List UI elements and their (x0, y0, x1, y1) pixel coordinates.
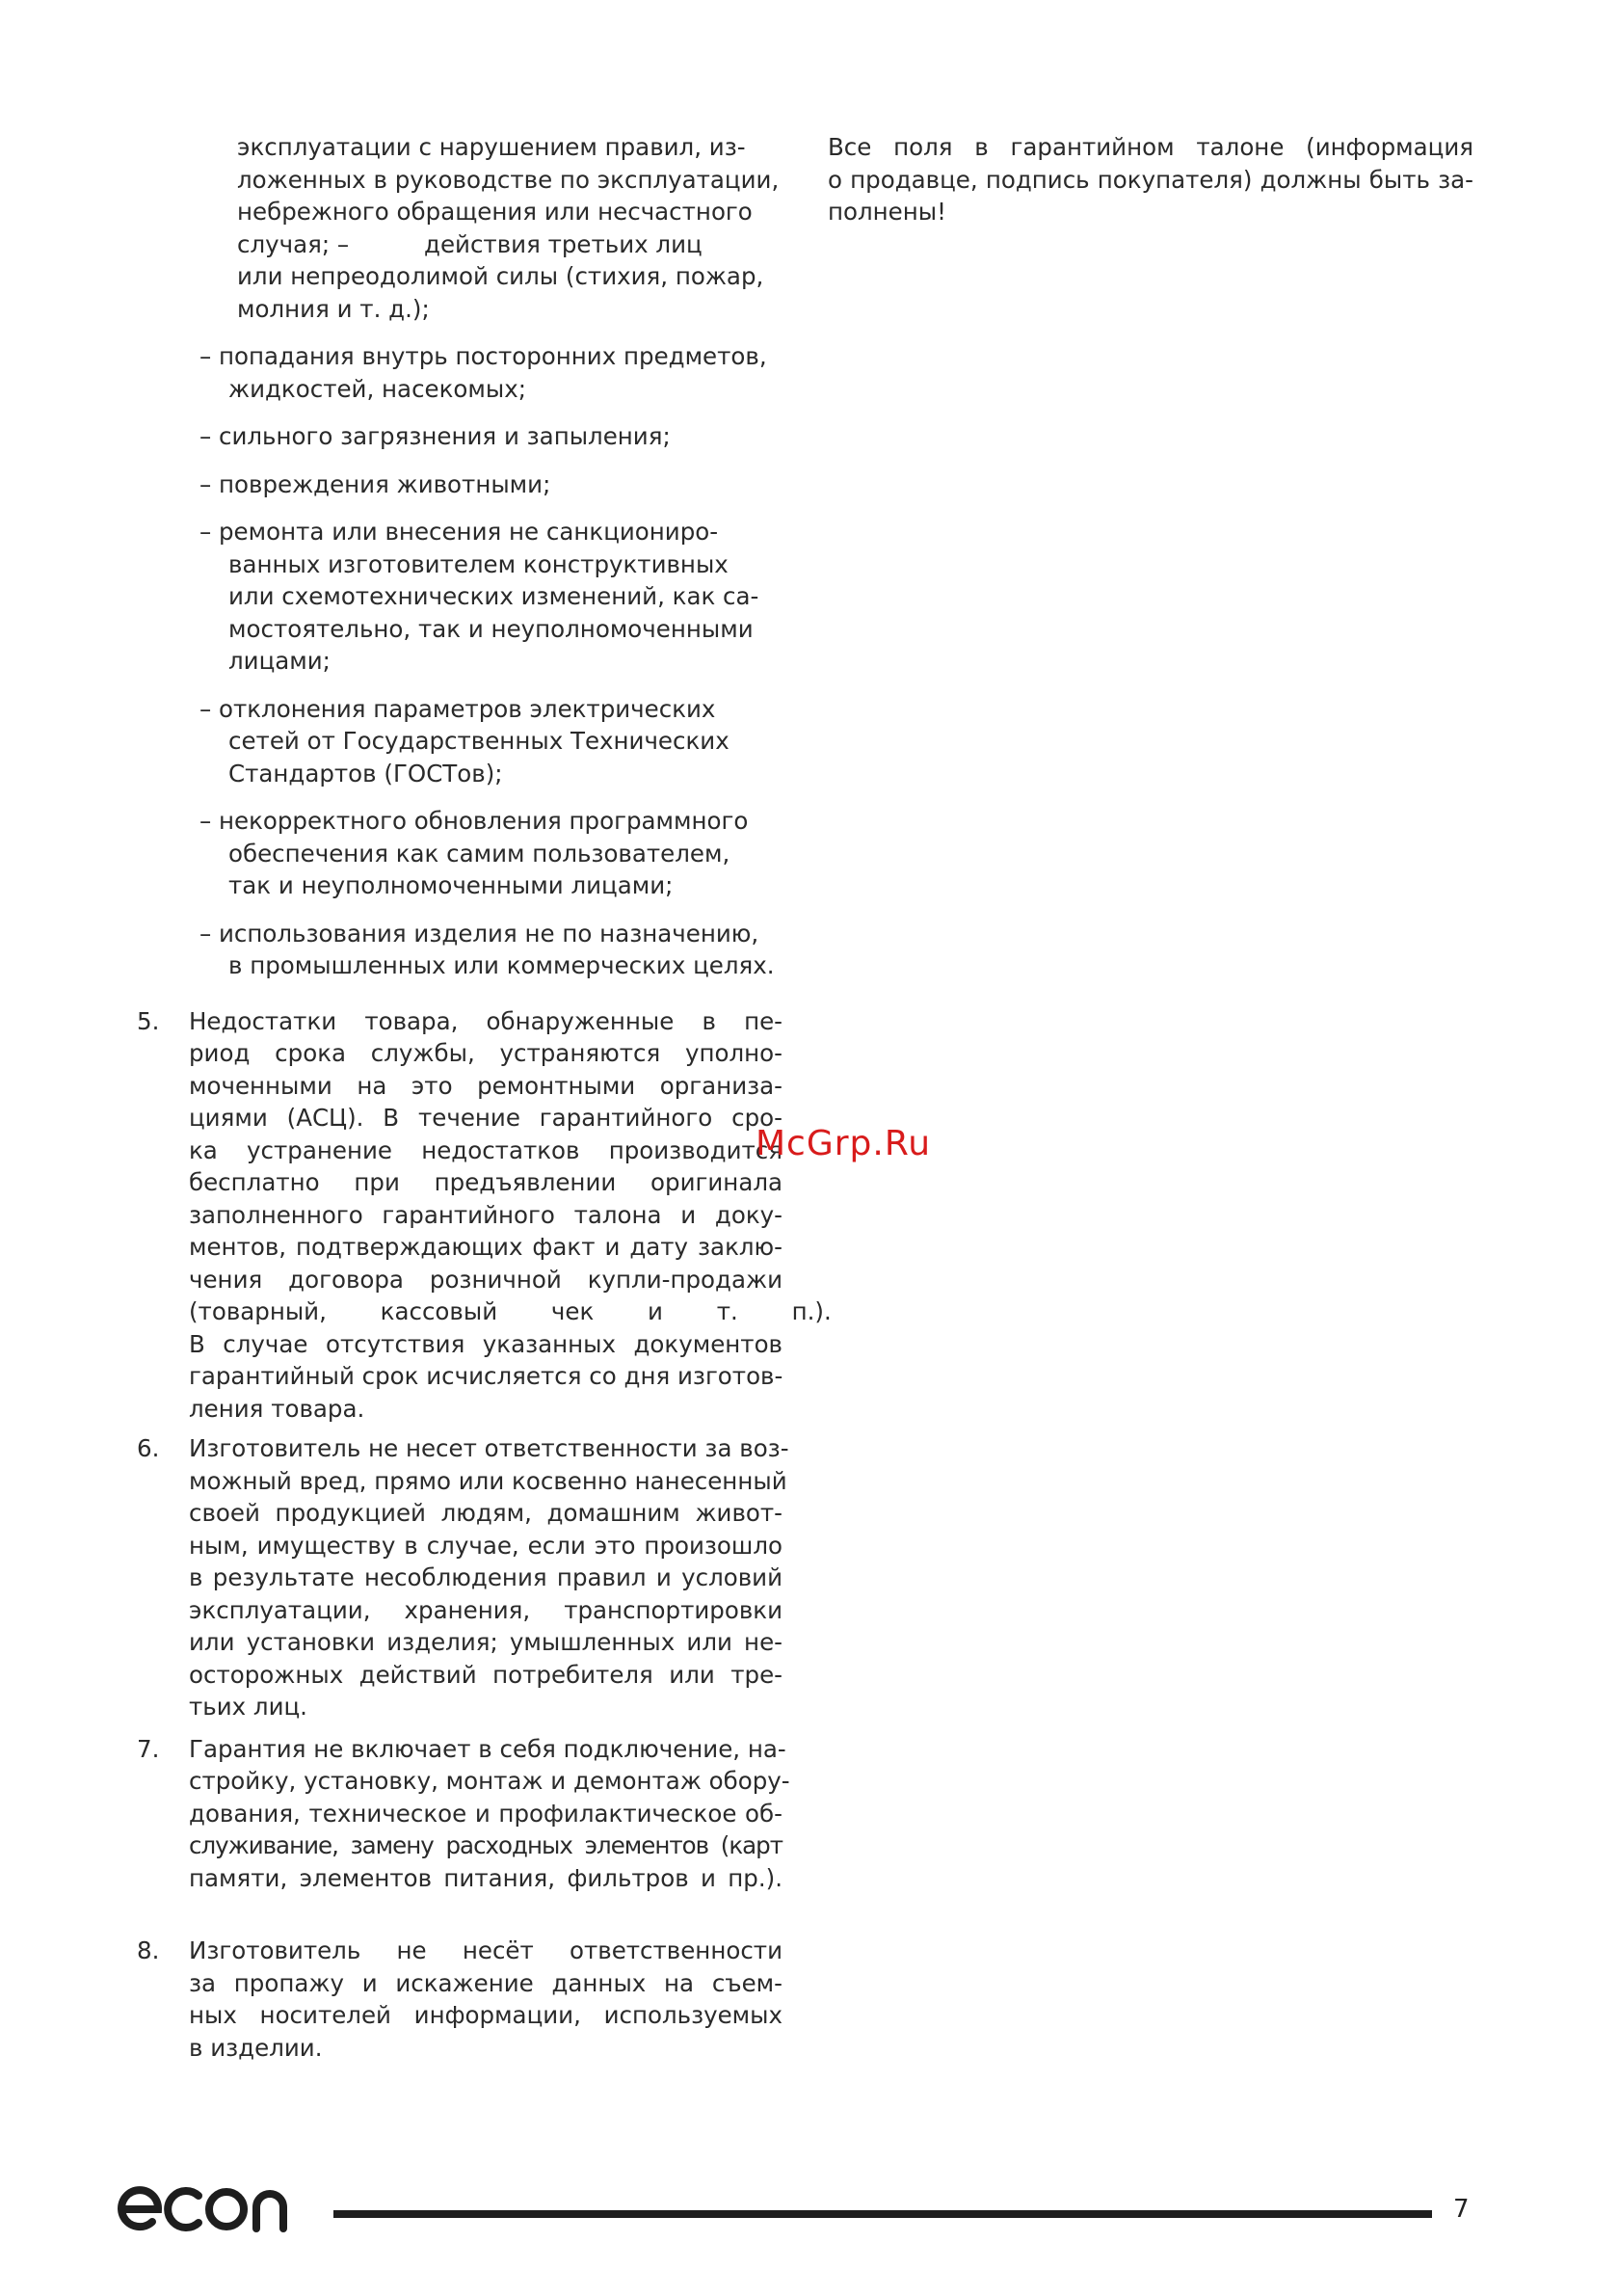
dash-list-item (137, 468, 782, 501)
text-line: Недостатки товара, обнаруженные в пе- (189, 1006, 782, 1035)
text-line: повреждения животными; (219, 469, 551, 498)
text-line: за пропажу и искажение данных на съем- (189, 1968, 782, 1997)
text-line: эксплуатации с нарушением правил, из- (237, 133, 746, 161)
dash-list-item (137, 918, 782, 982)
text-line: мостоятельно, так и неуполномоченными (228, 614, 754, 643)
page-footer (116, 2178, 1484, 2246)
text-line: ванных изготовителем конструктивных (228, 549, 729, 578)
item-number: 7. (137, 1734, 160, 1763)
text-line: ных носителей информации, используемых (189, 2001, 782, 2029)
continuation-paragraph (237, 131, 782, 325)
text-line: ка устранение недостатков производится (189, 1135, 782, 1164)
text-line: ложенных в руководстве по эксплуатации, (237, 165, 780, 194)
text-line: циями (АСЦ). В течение гарантийного сро- (189, 1104, 782, 1132)
text-line: ремонта или внесения не санкциониро- (219, 518, 719, 546)
item-body (189, 1005, 832, 1426)
text-line: эксплуатации, хранения, транспортировки (189, 1595, 782, 1624)
item-body (189, 1432, 789, 1723)
text-line: дования, техническое и профилактическое об- (189, 1799, 782, 1828)
numbered-list-item (137, 1432, 789, 1723)
text-line: служивание, замену расходных элементов (карт (189, 1831, 782, 1859)
text-line: в результате несоблюдения правил и условий (189, 1563, 782, 1591)
item-number: 5. (137, 1006, 160, 1035)
page-number: 7 (1453, 2195, 1470, 2224)
text-line: небрежного обращения или несчастного (237, 198, 753, 226)
text-line: попадания внутрь посторонних предметов, (219, 342, 767, 370)
text-line: отклонения параметров электрических (219, 694, 716, 723)
right-paragraph (828, 131, 1473, 228)
text-line: сильного загрязнения и запыления; (219, 422, 671, 450)
item-body (189, 1935, 782, 2064)
text-line: о продавце, подпись покупателя) должны быть за- (828, 165, 1473, 194)
dash-marker: – (199, 422, 212, 450)
item-number: 6. (137, 1434, 160, 1462)
text-line: Изготовитель не несёт ответственности (189, 1936, 782, 1964)
text-line: обеспечения как самим пользователем, (228, 839, 730, 868)
text-line: использования изделия не по назначению, (219, 919, 759, 948)
watermark: McGrp.Ru (756, 1124, 932, 1163)
dash-list-item (137, 805, 782, 902)
text-line: своей продукцией людям, домашним живот- (189, 1499, 782, 1527)
left-column (137, 131, 832, 2064)
text-line: (товарный, кассовый чек и т. п.). (189, 1297, 832, 1325)
text-line: риод срока службы, устраняются уполно- (189, 1039, 782, 1067)
econ-logo (116, 2178, 289, 2236)
text-line: осторожных действий потребителя или тре- (189, 1660, 782, 1689)
text-line: или схемотехнических изменений, как са- (228, 582, 759, 610)
text-line: ления товара. (189, 1394, 365, 1423)
dash-list-item (137, 340, 782, 405)
numbered-list-item (137, 1935, 782, 2064)
text-line: в промышленных или коммерческих целях. (228, 951, 775, 979)
item-number: 8. (137, 1936, 160, 1964)
dash-list-item (137, 516, 782, 678)
numbered-list-item (137, 1733, 790, 1895)
text-line: ментов, подтверждающих факт и дату заклю- (189, 1233, 782, 1261)
text-line: лицами; (228, 647, 331, 675)
numbered-list-item (137, 1005, 832, 1426)
text-line: В случае отсутствия указанных документов (189, 1329, 782, 1358)
text-line: сетей от Государственных Технических (228, 727, 729, 755)
text-line: Все поля в гарантийном талоне (информация (828, 133, 1473, 161)
text-line: случая; – действия третьих лиц (237, 229, 703, 258)
dash-marker: – (199, 342, 212, 370)
dash-marker: – (199, 518, 212, 546)
dash-marker: – (199, 694, 212, 723)
text-line: молния и т. д.); (237, 294, 430, 323)
text-line: или непреодолимой силы (стихия, пожар, (237, 262, 764, 290)
text-line: Стандартов (ГОСТов); (228, 759, 503, 788)
dash-list-item (137, 420, 782, 453)
text-line: гарантийный срок исчисляется со дня изготов- (189, 1362, 783, 1390)
text-line: стройку, установку, монтаж и демонтаж обору- (189, 1767, 790, 1795)
text-line: бесплатно при предъявлении оригинала (189, 1168, 782, 1196)
footer-rule (333, 2210, 1432, 2218)
dash-marker: – (199, 469, 212, 498)
text-line: заполненного гарантийного талона и доку- (189, 1200, 782, 1229)
item-body (189, 1733, 790, 1895)
text-line: тьих лиц. (189, 1693, 307, 1721)
text-line: Изготовитель не несет ответственности за воз- (189, 1434, 789, 1462)
text-line: можный вред, прямо или косвенно нанесенный (189, 1466, 787, 1495)
text-line: моченными на это ремонтными организа- (189, 1071, 782, 1100)
dash-list-item (137, 693, 782, 790)
text-line: Гарантия не включает в себя подключение, на- (189, 1734, 786, 1763)
right-column (828, 131, 1473, 228)
text-line: или установки изделия; умышленных или не- (189, 1628, 782, 1656)
text-line: ным, имуществу в случае, если это произошло (189, 1531, 782, 1560)
text-line: полнены! (828, 198, 946, 226)
text-line: памяти, элементов питания, фильтров и пр.). (189, 1863, 782, 1892)
text-line: чения договора розничной купли-продажи (189, 1265, 782, 1294)
text-line: некорректного обновления программного (219, 807, 749, 835)
text-line: в изделии. (189, 2033, 323, 2062)
text-line: так и неуполномоченными лицами; (228, 871, 674, 899)
dash-marker: – (199, 807, 212, 835)
text-line: жидкостей, насекомых; (228, 374, 526, 403)
dash-marker: – (199, 919, 212, 948)
